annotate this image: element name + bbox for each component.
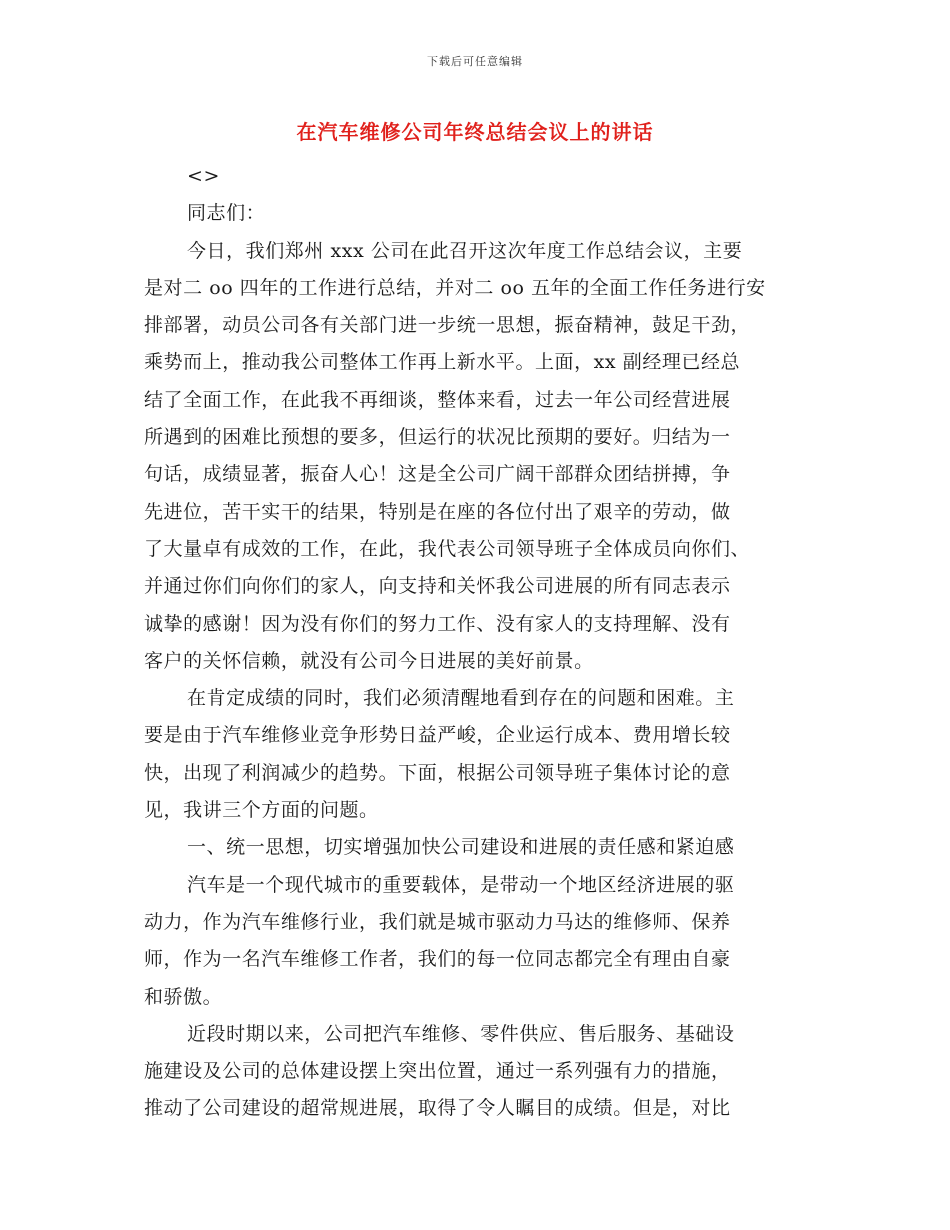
text-line: 要是由于汽车维修业竞争形势日益严峻，企业运行成本、费用增长较 <box>144 724 731 747</box>
text-line: 近段时期以来，公司把汽车维修、零件供应、售后服务、基础设 <box>187 1022 735 1045</box>
text-line: 快，出现了利润减少的趋势。下面，根据公司领导班子集体讨论的意 <box>144 761 731 784</box>
document-title: 在汽车维修公司年终总结会议上的讲话 <box>296 120 654 144</box>
text-line: <> <box>187 165 220 187</box>
text-line: 见，我讲三个方面的问题。 <box>144 799 379 822</box>
document-body <box>144 158 816 1128</box>
text-line: 客户的关怀信赖，就没有公司今日进展的美好前景。 <box>144 649 594 672</box>
text-line: 诚挚的感谢！因为没有你们的努力工作、没有家人的支持理解、没有 <box>144 612 731 635</box>
text-line: 所遇到的困难比预想的要多，但运行的状况比预期的要好。归结为一 <box>144 426 731 449</box>
text-line: 排部署，动员公司各有关部门进一步统一思想，振奋精神，鼓足干劲， <box>144 314 751 337</box>
page-header-note: 下载后可任意编辑 <box>427 55 523 68</box>
text-line: 汽车是一个现代城市的重要载体，是带动一个地区经济进展的驱 <box>187 873 735 896</box>
text-line: 结了全面工作，在此我不再细谈，整体来看，过去一年公司经营进展 <box>144 388 731 411</box>
text-line: 和骄傲。 <box>144 985 223 1008</box>
text-line: 了大量卓有成效的工作，在此，我代表公司领导班子全体成员向你们、 <box>144 537 751 560</box>
text-line: 句话，成绩显著，振奋人心！这是全公司广阔干部群众团结拼搏，争 <box>144 463 731 486</box>
text-line: 动力，作为汽车维修行业，我们就是城市驱动力马达的维修师、保养 <box>144 910 731 933</box>
text-line: 师，作为一名汽车维修工作者，我们的每一位同志都完全有理由自豪 <box>144 948 731 971</box>
text-line: 一、统一思想，切实增强加快公司建设和进展的责任感和紧迫感 <box>187 836 735 859</box>
text-line: 同志们： <box>187 202 266 225</box>
text-line: 乘势而上，推动我公司整体工作再上新水平。上面，xx 副经理已经总 <box>144 351 741 374</box>
text-line: 先进位，苦干实干的结果，特别是在座的各位付出了艰辛的劳动，做 <box>144 500 731 523</box>
text-line: 今日，我们郑州 xxx 公司在此召开这次年度工作总结会议，主要 <box>187 239 743 262</box>
text-line: 推动了公司建设的超常规进展，取得了令人瞩目的成绩。但是，对比 <box>144 1097 731 1120</box>
text-line: 并通过你们向你们的家人，向支持和关怀我公司进展的所有同志表示 <box>144 575 731 598</box>
text-line: 施建设及公司的总体建设摆上突出位置，通过一系列强有力的措施， <box>144 1060 731 1083</box>
text-line: 在肯定成绩的同时，我们必须清醒地看到存在的问题和困难。主 <box>187 687 735 710</box>
text-line: 是对二 oo 四年的工作进行总结，并对二 oo 五年的全面工作任务进行安 <box>144 276 766 299</box>
